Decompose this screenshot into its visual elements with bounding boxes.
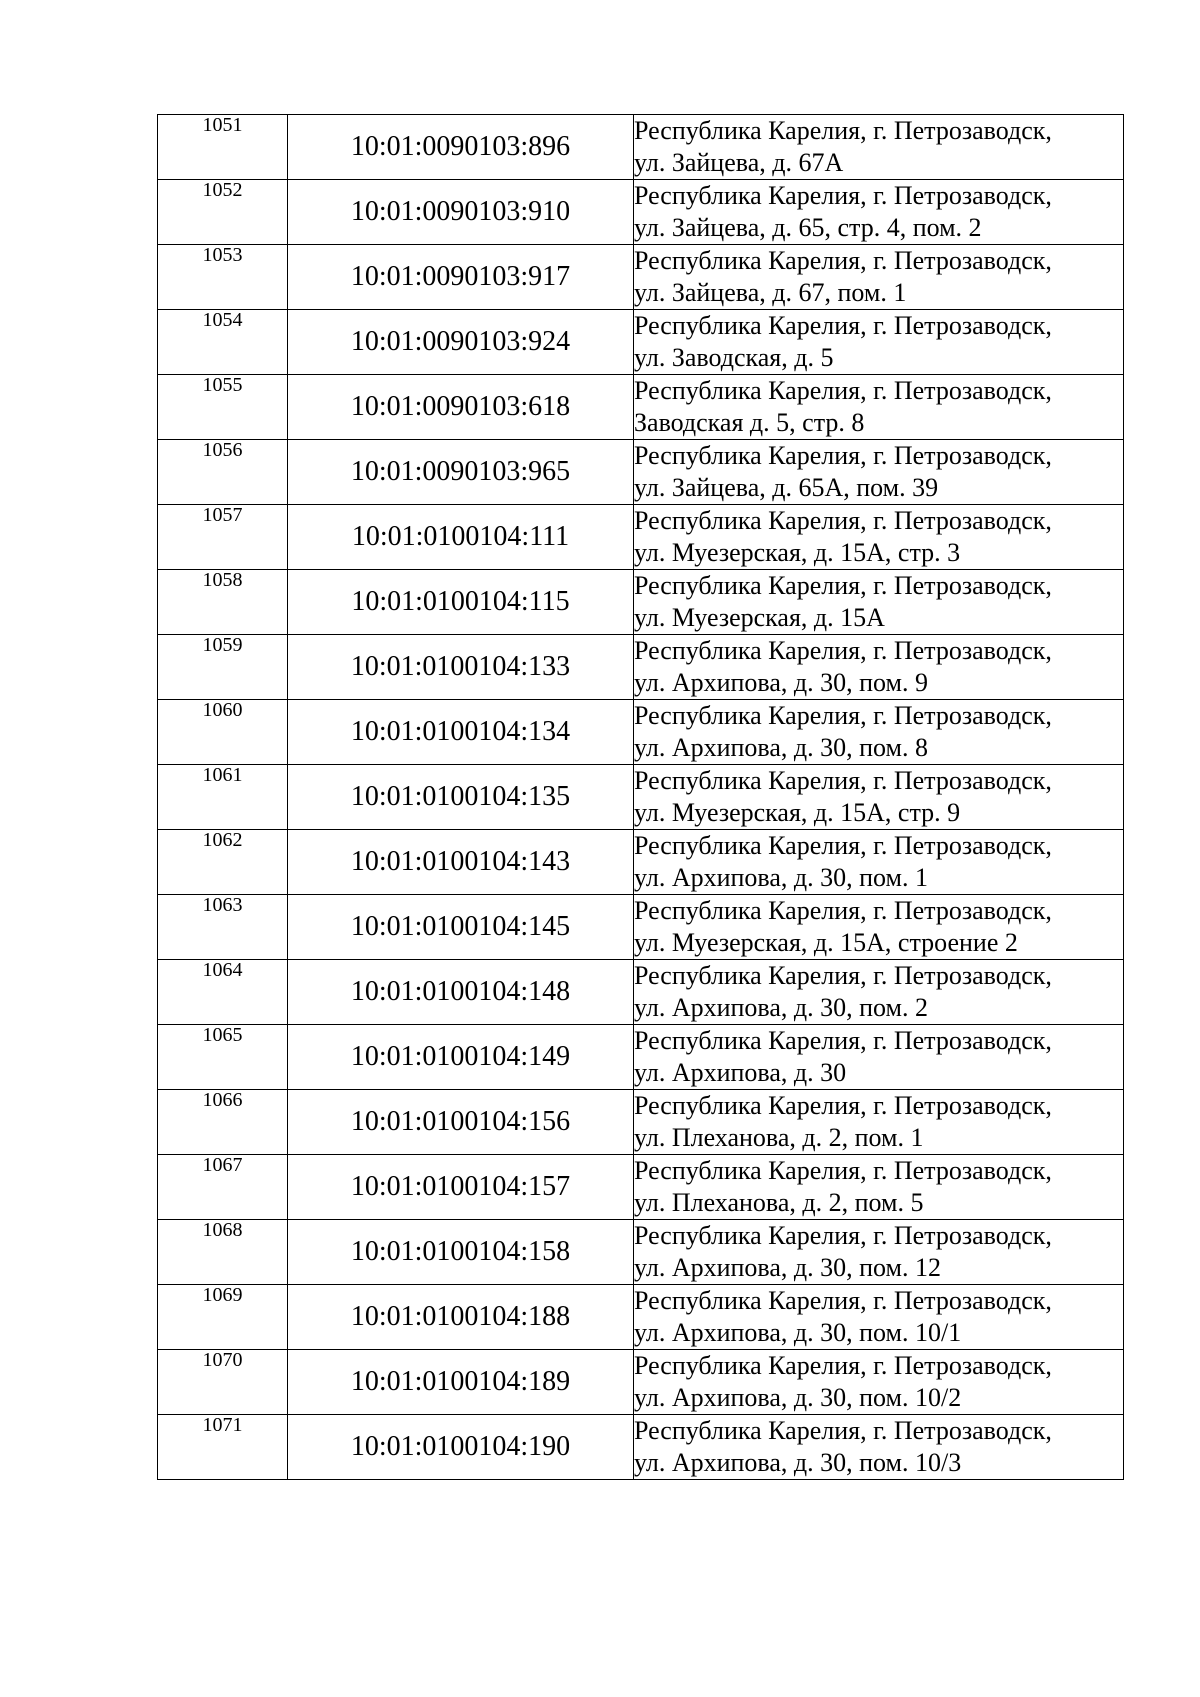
table-row bbox=[158, 1285, 1124, 1350]
cadastral-number-cell: 10:01:0090103:965 bbox=[288, 440, 634, 505]
table-row bbox=[158, 1415, 1124, 1480]
cadastral-number-cell: 10:01:0100104:148 bbox=[288, 960, 634, 1025]
cadastral-number-cell: 10:01:0100104:158 bbox=[288, 1220, 634, 1285]
cadastral-number-cell: 10:01:0100104:157 bbox=[288, 1155, 634, 1220]
address-line-2: ул. Архипова, д. 30, пом. 12 bbox=[634, 1253, 942, 1282]
row-number-cell: 1053 bbox=[158, 245, 288, 310]
address-line-1: Республика Карелия, г. Петрозаводск, bbox=[634, 1026, 1052, 1055]
cadastral-number-cell: 10:01:0090103:924 bbox=[288, 310, 634, 375]
address-line-1: Республика Карелия, г. Петрозаводск, bbox=[634, 1156, 1052, 1185]
row-number-cell: 1071 bbox=[158, 1415, 288, 1480]
address-line-1: Республика Карелия, г. Петрозаводск, bbox=[634, 116, 1052, 145]
row-number-cell: 1056 bbox=[158, 440, 288, 505]
table-row bbox=[158, 700, 1124, 765]
cadastral-number-cell: 10:01:0100104:115 bbox=[288, 570, 634, 635]
cadastral-number-cell: 10:01:0090103:618 bbox=[288, 375, 634, 440]
cadastral-number-cell: 10:01:0090103:910 bbox=[288, 180, 634, 245]
address-cell bbox=[634, 1285, 1124, 1350]
address-line-2: ул. Архипова, д. 30, пом. 2 bbox=[634, 993, 929, 1022]
address-line-1: Республика Карелия, г. Петрозаводск, bbox=[634, 701, 1052, 730]
row-number-cell: 1070 bbox=[158, 1350, 288, 1415]
address-line-2: ул. Плеханова, д. 2, пом. 5 bbox=[634, 1188, 924, 1217]
table-row bbox=[158, 1350, 1124, 1415]
address-cell bbox=[634, 440, 1124, 505]
table-row bbox=[158, 765, 1124, 830]
address-cell bbox=[634, 310, 1124, 375]
row-number-cell: 1065 bbox=[158, 1025, 288, 1090]
address-line-1: Республика Карелия, г. Петрозаводск, bbox=[634, 246, 1052, 275]
address-line-1: Республика Карелия, г. Петрозаводск, bbox=[634, 1351, 1052, 1380]
table-row bbox=[158, 1090, 1124, 1155]
address-cell bbox=[634, 895, 1124, 960]
cadastral-number-cell: 10:01:0100104:135 bbox=[288, 765, 634, 830]
address-line-2: ул. Архипова, д. 30, пом. 10/3 bbox=[634, 1448, 962, 1477]
address-cell bbox=[634, 570, 1124, 635]
address-cell bbox=[634, 115, 1124, 180]
address-line-2: ул. Архипова, д. 30 bbox=[634, 1058, 847, 1087]
cadastral-number-cell: 10:01:0100104:156 bbox=[288, 1090, 634, 1155]
cadastral-number-cell: 10:01:0100104:149 bbox=[288, 1025, 634, 1090]
address-cell bbox=[634, 960, 1124, 1025]
address-line-2: ул. Архипова, д. 30, пом. 9 bbox=[634, 668, 929, 697]
address-cell bbox=[634, 180, 1124, 245]
row-number-cell: 1059 bbox=[158, 635, 288, 700]
registry-table-body bbox=[158, 115, 1124, 1480]
table-row bbox=[158, 375, 1124, 440]
table-row bbox=[158, 895, 1124, 960]
address-cell bbox=[634, 505, 1124, 570]
property-registry-table bbox=[157, 114, 1124, 1480]
address-line-2: ул. Муезерская, д. 15А, стр. 9 bbox=[634, 798, 961, 827]
row-number-cell: 1061 bbox=[158, 765, 288, 830]
table-row bbox=[158, 1025, 1124, 1090]
cadastral-number-cell: 10:01:0100104:134 bbox=[288, 700, 634, 765]
row-number-cell: 1069 bbox=[158, 1285, 288, 1350]
cadastral-number-cell: 10:01:0100104:145 bbox=[288, 895, 634, 960]
address-line-2: ул. Муезерская, д. 15А, стр. 3 bbox=[634, 538, 961, 567]
address-cell bbox=[634, 1220, 1124, 1285]
address-line-2: ул. Зайцева, д. 67, пом. 1 bbox=[634, 278, 907, 307]
address-line-1: Республика Карелия, г. Петрозаводск, bbox=[634, 571, 1052, 600]
table-row bbox=[158, 505, 1124, 570]
address-cell bbox=[634, 830, 1124, 895]
table-row bbox=[158, 180, 1124, 245]
address-line-2: Заводская д. 5, стр. 8 bbox=[634, 408, 865, 437]
cadastral-number-cell: 10:01:0090103:917 bbox=[288, 245, 634, 310]
row-number-cell: 1066 bbox=[158, 1090, 288, 1155]
address-line-1: Республика Карелия, г. Петрозаводск, bbox=[634, 636, 1052, 665]
table-row bbox=[158, 1155, 1124, 1220]
address-line-1: Республика Карелия, г. Петрозаводск, bbox=[634, 896, 1052, 925]
address-line-1: Республика Карелия, г. Петрозаводск, bbox=[634, 311, 1052, 340]
address-line-2: ул. Архипова, д. 30, пом. 1 bbox=[634, 863, 929, 892]
row-number-cell: 1067 bbox=[158, 1155, 288, 1220]
address-line-1: Республика Карелия, г. Петрозаводск, bbox=[634, 831, 1052, 860]
address-cell bbox=[634, 1025, 1124, 1090]
cadastral-number-cell: 10:01:0100104:189 bbox=[288, 1350, 634, 1415]
address-cell bbox=[634, 1415, 1124, 1480]
address-line-1: Республика Карелия, г. Петрозаводск, bbox=[634, 961, 1052, 990]
table-row bbox=[158, 570, 1124, 635]
address-cell bbox=[634, 1090, 1124, 1155]
row-number-cell: 1064 bbox=[158, 960, 288, 1025]
table-row bbox=[158, 245, 1124, 310]
address-line-1: Республика Карелия, г. Петрозаводск, bbox=[634, 1416, 1052, 1445]
address-line-2: ул. Плеханова, д. 2, пом. 1 bbox=[634, 1123, 924, 1152]
row-number-cell: 1051 bbox=[158, 115, 288, 180]
address-cell bbox=[634, 765, 1124, 830]
row-number-cell: 1062 bbox=[158, 830, 288, 895]
address-line-1: Республика Карелия, г. Петрозаводск, bbox=[634, 1221, 1052, 1250]
table-row bbox=[158, 830, 1124, 895]
cadastral-number-cell: 10:01:0100104:190 bbox=[288, 1415, 634, 1480]
address-line-1: Республика Карелия, г. Петрозаводск, bbox=[634, 376, 1052, 405]
address-line-2: ул. Зайцева, д. 67А bbox=[634, 148, 844, 177]
cadastral-number-cell: 10:01:0100104:111 bbox=[288, 505, 634, 570]
address-line-1: Республика Карелия, г. Петрозаводск, bbox=[634, 1091, 1052, 1120]
address-cell bbox=[634, 1350, 1124, 1415]
address-line-2: ул. Зайцева, д. 65, стр. 4, пом. 2 bbox=[634, 213, 982, 242]
address-cell bbox=[634, 635, 1124, 700]
address-line-2: ул. Зайцева, д. 65А, пом. 39 bbox=[634, 473, 939, 502]
address-line-2: ул. Муезерская, д. 15А bbox=[634, 603, 885, 632]
table-row bbox=[158, 440, 1124, 505]
address-line-2: ул. Муезерская, д. 15А, строение 2 bbox=[634, 928, 1018, 957]
address-cell bbox=[634, 245, 1124, 310]
row-number-cell: 1055 bbox=[158, 375, 288, 440]
address-cell bbox=[634, 700, 1124, 765]
address-cell bbox=[634, 1155, 1124, 1220]
address-cell bbox=[634, 375, 1124, 440]
row-number-cell: 1054 bbox=[158, 310, 288, 375]
table-row bbox=[158, 635, 1124, 700]
table-row bbox=[158, 115, 1124, 180]
address-line-1: Республика Карелия, г. Петрозаводск, bbox=[634, 1286, 1052, 1315]
row-number-cell: 1060 bbox=[158, 700, 288, 765]
address-line-1: Республика Карелия, г. Петрозаводск, bbox=[634, 766, 1052, 795]
row-number-cell: 1057 bbox=[158, 505, 288, 570]
cadastral-number-cell: 10:01:0100104:143 bbox=[288, 830, 634, 895]
address-line-2: ул. Архипова, д. 30, пом. 8 bbox=[634, 733, 929, 762]
table-row bbox=[158, 960, 1124, 1025]
address-line-1: Республика Карелия, г. Петрозаводск, bbox=[634, 441, 1052, 470]
address-line-2: ул. Архипова, д. 30, пом. 10/1 bbox=[634, 1318, 962, 1347]
cadastral-number-cell: 10:01:0090103:896 bbox=[288, 115, 634, 180]
cadastral-number-cell: 10:01:0100104:188 bbox=[288, 1285, 634, 1350]
row-number-cell: 1063 bbox=[158, 895, 288, 960]
address-line-2: ул. Заводская, д. 5 bbox=[634, 343, 834, 372]
row-number-cell: 1052 bbox=[158, 180, 288, 245]
cadastral-number-cell: 10:01:0100104:133 bbox=[288, 635, 634, 700]
table-row bbox=[158, 1220, 1124, 1285]
address-line-2: ул. Архипова, д. 30, пом. 10/2 bbox=[634, 1383, 962, 1412]
address-line-1: Республика Карелия, г. Петрозаводск, bbox=[634, 181, 1052, 210]
row-number-cell: 1068 bbox=[158, 1220, 288, 1285]
row-number-cell: 1058 bbox=[158, 570, 288, 635]
address-line-1: Республика Карелия, г. Петрозаводск, bbox=[634, 506, 1052, 535]
table-row bbox=[158, 310, 1124, 375]
